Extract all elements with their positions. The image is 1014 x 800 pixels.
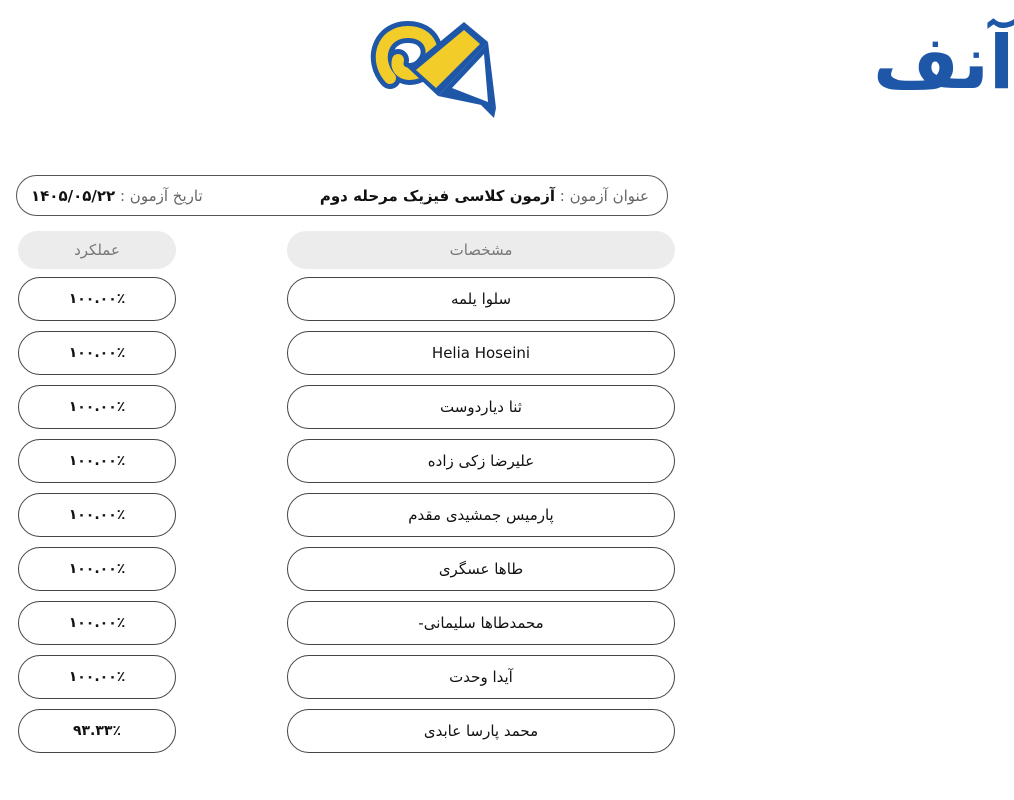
student-score: ۱۰۰.۰۰٪ (18, 655, 176, 699)
student-name[interactable]: سلوا یلمه (287, 277, 675, 321)
student-score: ۱۰۰.۰۰٪ (18, 547, 176, 591)
exam-info-bar (16, 175, 668, 216)
student-name[interactable]: محمدطاها سلیمانی- (287, 601, 675, 645)
table-row (0, 439, 689, 493)
table-row (0, 277, 689, 331)
exam-date-label: تاریخ آزمون : (119, 186, 203, 205)
exam-title-label: عنوان آزمون : (559, 186, 649, 205)
exam-title-value: آزمون کلاسی فیزیک مرحله دوم (319, 186, 555, 205)
table-row (0, 601, 689, 655)
student-name[interactable]: پارمیس جمشیدی مقدم (287, 493, 675, 537)
student-name[interactable]: علیرضا زکی زاده (287, 439, 675, 483)
student-score: ۱۰۰.۰۰٪ (18, 331, 176, 375)
exam-date (31, 187, 203, 205)
column-header-details: مشخصات (287, 231, 675, 269)
student-score: ۹۳.۳۳٪ (18, 709, 176, 753)
table-row (0, 547, 689, 601)
student-score: ۱۰۰.۰۰٪ (18, 493, 176, 537)
exam-date-value: ۱۴۰۵/۰۵/۲۲ (31, 186, 116, 205)
student-score: ۱۰۰.۰۰٪ (18, 277, 176, 321)
results-list (0, 277, 689, 763)
table-row (0, 709, 689, 763)
column-header-performance: عملکرد (18, 231, 176, 269)
table-row (0, 493, 689, 547)
student-name[interactable]: آیدا وحدت (287, 655, 675, 699)
table-row (0, 655, 689, 709)
student-name[interactable]: Helia Hoseini (287, 331, 675, 375)
table-row (0, 331, 689, 385)
table-row (0, 385, 689, 439)
student-score: ۱۰۰.۰۰٪ (18, 601, 176, 645)
student-name[interactable]: محمد پارسا عابدی (287, 709, 675, 753)
logo-text: آنف (873, 20, 1014, 106)
pencil-logo-icon (368, 8, 508, 126)
exam-title (320, 187, 649, 205)
student-score: ۱۰۰.۰۰٪ (18, 385, 176, 429)
student-name[interactable]: طاها عسگری (287, 547, 675, 591)
brand-logo (368, 8, 1014, 126)
student-name[interactable]: ثنا دیاردوست (287, 385, 675, 429)
student-score: ۱۰۰.۰۰٪ (18, 439, 176, 483)
